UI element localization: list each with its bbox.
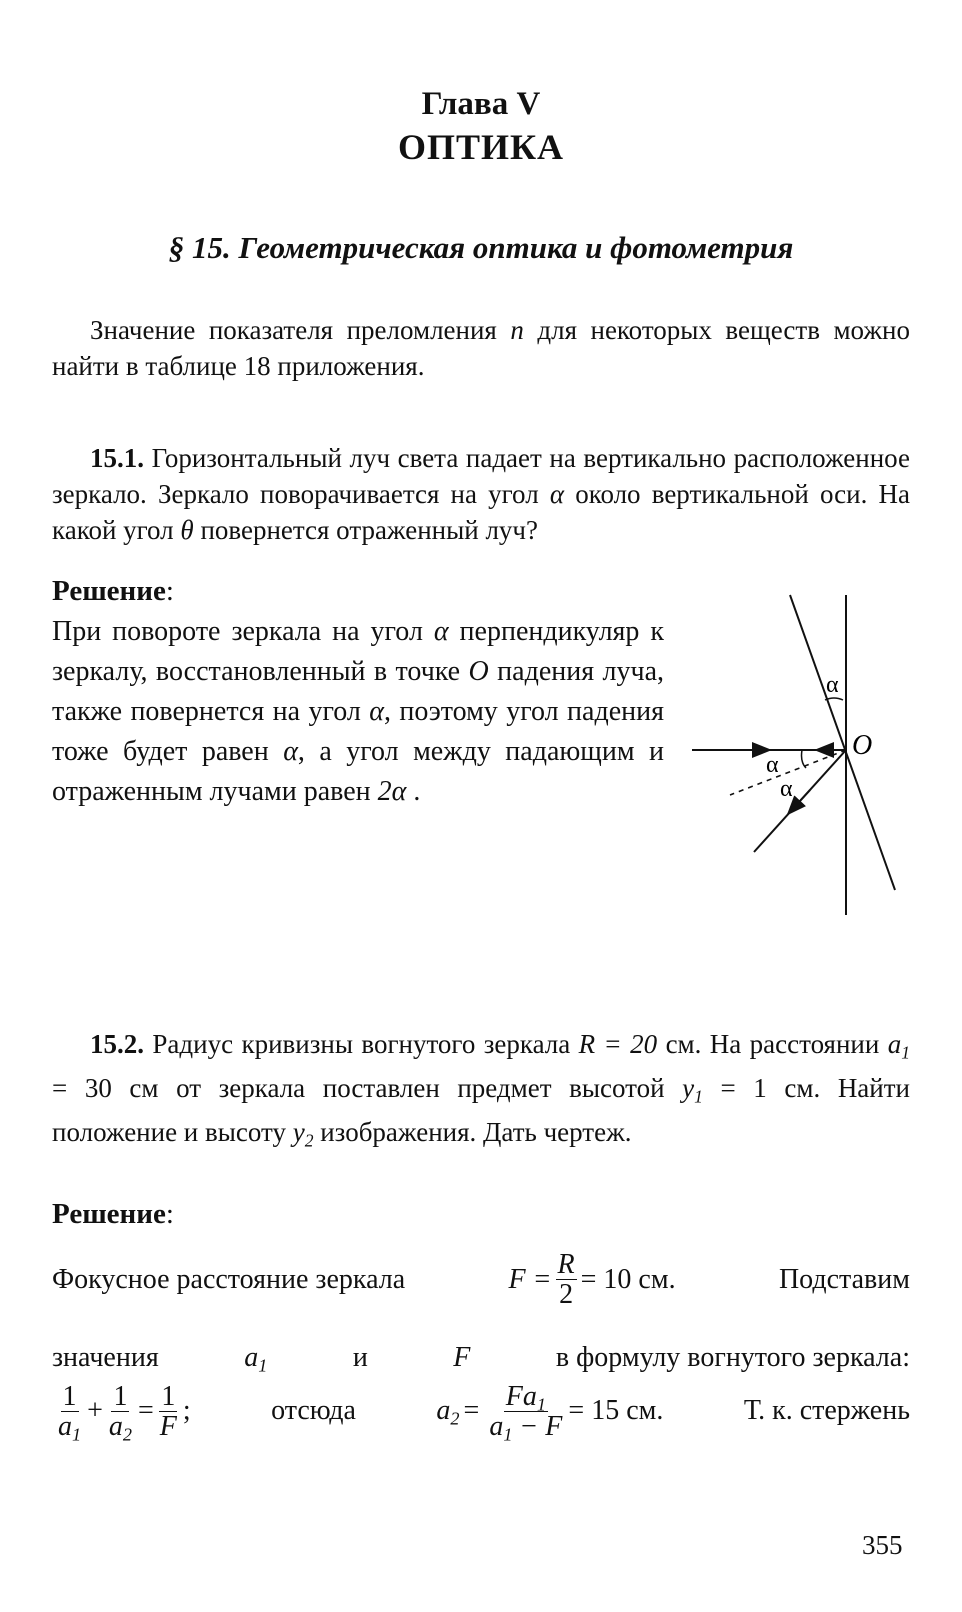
solution-label-2 bbox=[52, 1198, 174, 1231]
problem-text: около вертикальной оси. На какой угол bbox=[52, 479, 910, 545]
fraction-num: R bbox=[557, 1249, 575, 1280]
chapter-title: ОПТИКА bbox=[397, 127, 565, 167]
rotated-mirror-line bbox=[790, 595, 895, 890]
intro-var-n: n bbox=[510, 315, 524, 345]
math-alpha: α bbox=[433, 616, 449, 647]
solution-text: значения bbox=[52, 1342, 159, 1373]
sub-1: 1 bbox=[536, 1394, 546, 1415]
problem-text: Радиус кривизны вогнутого зеркала bbox=[144, 1029, 579, 1059]
var-fa: Fa bbox=[505, 1381, 537, 1412]
solution-word: Решение bbox=[52, 1198, 166, 1230]
sub-1: 1 bbox=[258, 1355, 268, 1376]
semicolon: ; bbox=[182, 1395, 191, 1427]
sub-2: 2 bbox=[304, 1130, 314, 1151]
math-a1-value: = 30 см bbox=[52, 1073, 159, 1103]
math-alpha: α bbox=[549, 479, 565, 509]
fraction-den bbox=[56, 1411, 83, 1445]
angle-arc-top bbox=[825, 698, 843, 700]
label-alpha-top: α bbox=[826, 672, 839, 698]
solution-text: перпендикуляр к зеркалу, восстановленный в точке bbox=[52, 616, 664, 687]
solution-text: Подставим bbox=[778, 1263, 910, 1295]
solution-label bbox=[52, 575, 174, 608]
solution-text: . bbox=[406, 776, 421, 807]
fraction-den bbox=[107, 1411, 134, 1445]
minus-f: − F bbox=[512, 1411, 563, 1443]
fraction-den bbox=[487, 1411, 564, 1445]
problem-text: повернется отраженный луч? bbox=[193, 515, 538, 545]
solution-text: в формулу вогнутого зеркала: bbox=[555, 1342, 910, 1373]
mirror-diagram bbox=[680, 590, 920, 930]
fraction-den: F bbox=[159, 1411, 177, 1443]
values-line bbox=[52, 1330, 910, 1386]
fraction-r-over-2 bbox=[556, 1250, 577, 1310]
fraction-1-over-a2 bbox=[107, 1381, 134, 1445]
tail-text: Т. к. стержень bbox=[743, 1395, 910, 1427]
focal-formula bbox=[509, 1250, 676, 1310]
result-value: = 15 см. bbox=[568, 1395, 664, 1427]
problem-15-1 bbox=[52, 440, 910, 548]
solution-text: При повороте зеркала на угол bbox=[52, 616, 434, 647]
math-alpha: α bbox=[283, 736, 298, 767]
problem-number: 15.2. bbox=[90, 1029, 144, 1059]
var-a: a bbox=[489, 1411, 504, 1443]
lens-formula bbox=[52, 1381, 191, 1445]
intro-text-2: для некоторых веществ можно найти в таблице 18 приложения. bbox=[52, 315, 910, 381]
problem-text: от зеркала поставлен предмет высотой bbox=[158, 1073, 683, 1103]
solution-15-1-text bbox=[52, 612, 664, 812]
fraction-fa1-over-a1-minus-f bbox=[487, 1381, 564, 1445]
solution-text: , а угол между падающим и отраженным лучами равен bbox=[52, 736, 665, 807]
var-a: a bbox=[58, 1411, 72, 1443]
mirror-formula-line bbox=[52, 1381, 910, 1445]
intro-text-1: Значение показателя преломления bbox=[90, 315, 511, 345]
solution-text: , поэтому угол падения тоже будет равен bbox=[52, 696, 664, 767]
var-a: a bbox=[108, 1411, 123, 1443]
sub-1: 1 bbox=[503, 1424, 513, 1445]
var-a: a bbox=[244, 1342, 259, 1373]
math-y2 bbox=[292, 1117, 314, 1151]
sub-2: 2 bbox=[122, 1424, 132, 1445]
math-y1 bbox=[682, 1073, 703, 1107]
var-a: a bbox=[436, 1395, 451, 1427]
sub-1: 1 bbox=[72, 1424, 82, 1445]
page-number: 355 bbox=[862, 1530, 903, 1560]
focal-length-line bbox=[52, 1250, 910, 1310]
solution-text: Фокусное расстояние зеркала bbox=[52, 1263, 406, 1295]
math-alpha: α bbox=[369, 696, 384, 727]
problem-text: Горизонтальный луч света падает на вертикально расположенное зеркало. Зеркало поворачивается на угол bbox=[52, 443, 910, 509]
label-point-o: O bbox=[852, 730, 873, 761]
math-two-alpha: 2α bbox=[377, 776, 407, 807]
math-y1-value: = 1 см bbox=[702, 1073, 814, 1103]
problem-number: 15.1. bbox=[90, 443, 144, 473]
fraction-num bbox=[504, 1381, 548, 1415]
fraction-1-over-a1 bbox=[56, 1381, 83, 1445]
fraction-num: 1 bbox=[113, 1381, 128, 1412]
focal-value: = 10 см. bbox=[580, 1263, 676, 1295]
equals-sign: = bbox=[463, 1395, 480, 1427]
math-r: R = 20 bbox=[578, 1029, 658, 1059]
sub-1: 1 bbox=[901, 1042, 910, 1063]
otsyuda-word: отсюда bbox=[271, 1395, 356, 1427]
intro-paragraph bbox=[52, 312, 910, 384]
problem-text: . Найти положение и высоту bbox=[52, 1073, 910, 1147]
math-f: F bbox=[453, 1342, 471, 1373]
problem-text: изображения. Дать чертеж. bbox=[313, 1117, 632, 1147]
math-a1 bbox=[887, 1029, 910, 1063]
fraction-num: 1 bbox=[161, 1381, 176, 1412]
math-point-o: O bbox=[468, 656, 489, 687]
math-f-eq: F = bbox=[508, 1263, 552, 1295]
sub-2: 2 bbox=[450, 1408, 460, 1429]
sub-1: 1 bbox=[694, 1086, 703, 1107]
problem-15-2 bbox=[52, 1022, 910, 1154]
fraction-den: 2 bbox=[559, 1279, 574, 1311]
var-y: y bbox=[292, 1117, 305, 1147]
label-alpha-low: α bbox=[780, 776, 793, 802]
math-a1 bbox=[244, 1330, 267, 1386]
fraction-num: 1 bbox=[62, 1381, 77, 1412]
problem-text: см. На расстоянии bbox=[657, 1029, 888, 1059]
solution-colon: : bbox=[165, 1198, 174, 1230]
solution-colon: : bbox=[165, 575, 174, 607]
var-a: a bbox=[887, 1029, 902, 1059]
equals-sign: = bbox=[137, 1395, 154, 1427]
fraction-1-over-f bbox=[158, 1382, 179, 1442]
plus-sign: + bbox=[87, 1395, 103, 1427]
section-heading: § 15. Геометрическая оптика и фотометрия bbox=[168, 230, 794, 265]
solution-word: Решение bbox=[52, 575, 166, 607]
math-a2 bbox=[436, 1396, 459, 1427]
solution-text: и bbox=[352, 1342, 368, 1373]
label-alpha-mid: α bbox=[766, 752, 779, 778]
a2-formula bbox=[436, 1381, 664, 1445]
solution-text: падения луча, также повернется на угол bbox=[52, 656, 664, 727]
math-theta: θ bbox=[180, 515, 194, 545]
var-y: y bbox=[682, 1073, 695, 1103]
chapter-heading: Глава V bbox=[421, 86, 541, 122]
